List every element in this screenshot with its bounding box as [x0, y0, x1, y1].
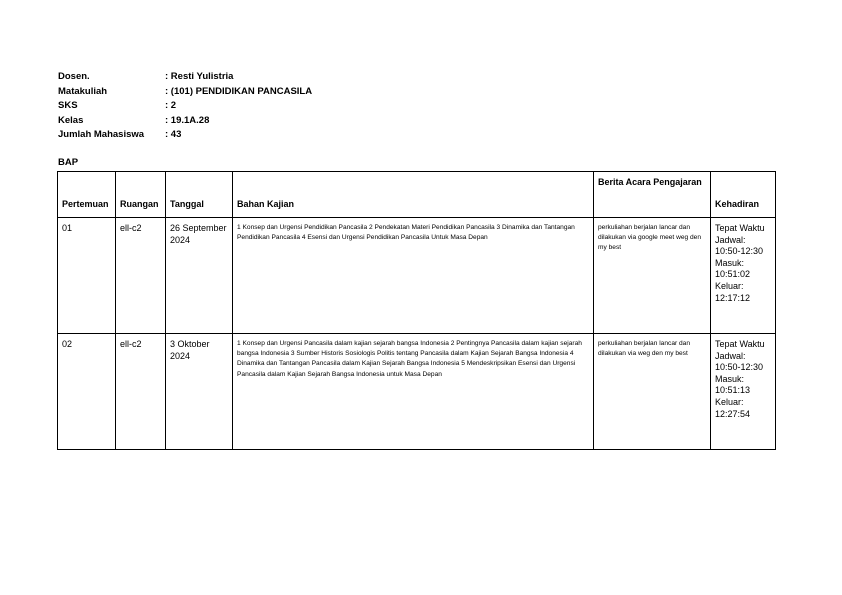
kelas-value: : 19.1A.28 [165, 114, 210, 126]
cell-ruangan: ell-c2 [116, 218, 166, 334]
kelas-row [58, 114, 312, 129]
cell-tanggal: 26 September 2024 [166, 218, 233, 334]
section-title: BAP [58, 157, 79, 168]
sks-value: : 2 [165, 100, 177, 112]
cell-bahan-kajian: 1 Konsep dan Urgensi Pancasila dalam kajian sejarah bangsa Indonesia 2 Pentingnya Pancasila dalam kajian sejarah bangsa Indonesia 3 Sumber Historis Sosiologis Politis tentang Pancasila dalam Kajian Sejarah Bangsa Indonesia 4 Dinamika dan Tantangan Pancasila dalam Kajian Sejarah Bangsa Indonesia 5 Mendeskripsikan Esensi dan Urgensi Pancasila dalam Kajian Sejarah Bangsa Indonesia untuk Masa Depan [233, 334, 594, 450]
cell-bahan-kajian: 1 Konsep dan Urgensi Pendidikan Pancasila 2 Pendekatan Materi Pendidikan Pancasila 3 Dinamika dan Tantangan Pendidikan Pancasila 4 Esensi dan Urgensi Pendidikan Pancasila Untuk Masa Depan [233, 218, 594, 334]
cell-kehadiran: Tepat Waktu Jadwal: 10:50-12:30 Masuk: 10:51:02 Keluar: 12:17:12 [711, 218, 776, 334]
bap-table [57, 171, 776, 450]
matakuliah-label: Matakuliah [58, 85, 108, 97]
table-header-row [58, 172, 776, 218]
cell-tanggal: 3 Oktober 2024 [166, 334, 233, 450]
header-tanggal: Tanggal [166, 172, 233, 218]
course-info [58, 70, 312, 143]
jumlah-mahasiswa-label: Jumlah Mahasiswa [58, 129, 145, 141]
dosen-value: : Resti Yulistria [165, 71, 234, 82]
cell-pertemuan: 01 [58, 218, 116, 334]
matakuliah-row [58, 85, 312, 100]
header-bahan-kajian: Bahan Kajian [233, 172, 594, 218]
dosen-row [58, 70, 312, 85]
sks-label: SKS [58, 100, 78, 112]
header-kehadiran: Kehadiran [711, 172, 776, 218]
matakuliah-value: : (101) PENDIDIKAN PANCASILA [165, 85, 313, 97]
table-row [58, 334, 776, 450]
header-pertemuan: Pertemuan [58, 172, 116, 218]
cell-berita-acara: perkuliahan berjalan lancar dan dilakukan via google meet weg den my best [594, 218, 711, 334]
jumlah-mahasiswa-value: : 43 [165, 129, 182, 141]
kelas-label: Kelas [58, 114, 84, 126]
cell-berita-acara: perkuliahan berjalan lancar dan dilakukan via weg den my best [594, 334, 711, 450]
dosen-label: Dosen. [58, 71, 90, 82]
header-berita-acara: Berita Acara Pengajaran [594, 172, 711, 218]
cell-pertemuan: 02 [58, 334, 116, 450]
table-row [58, 218, 776, 334]
cell-kehadiran: Tepat Waktu Jadwal: 10:50-12:30 Masuk: 10:51:13 Keluar: 12:27:54 [711, 334, 776, 450]
header-ruangan: Ruangan [116, 172, 166, 218]
cell-ruangan: ell-c2 [116, 334, 166, 450]
jumlah-mahasiswa-row [58, 128, 312, 143]
sks-row [58, 99, 312, 114]
